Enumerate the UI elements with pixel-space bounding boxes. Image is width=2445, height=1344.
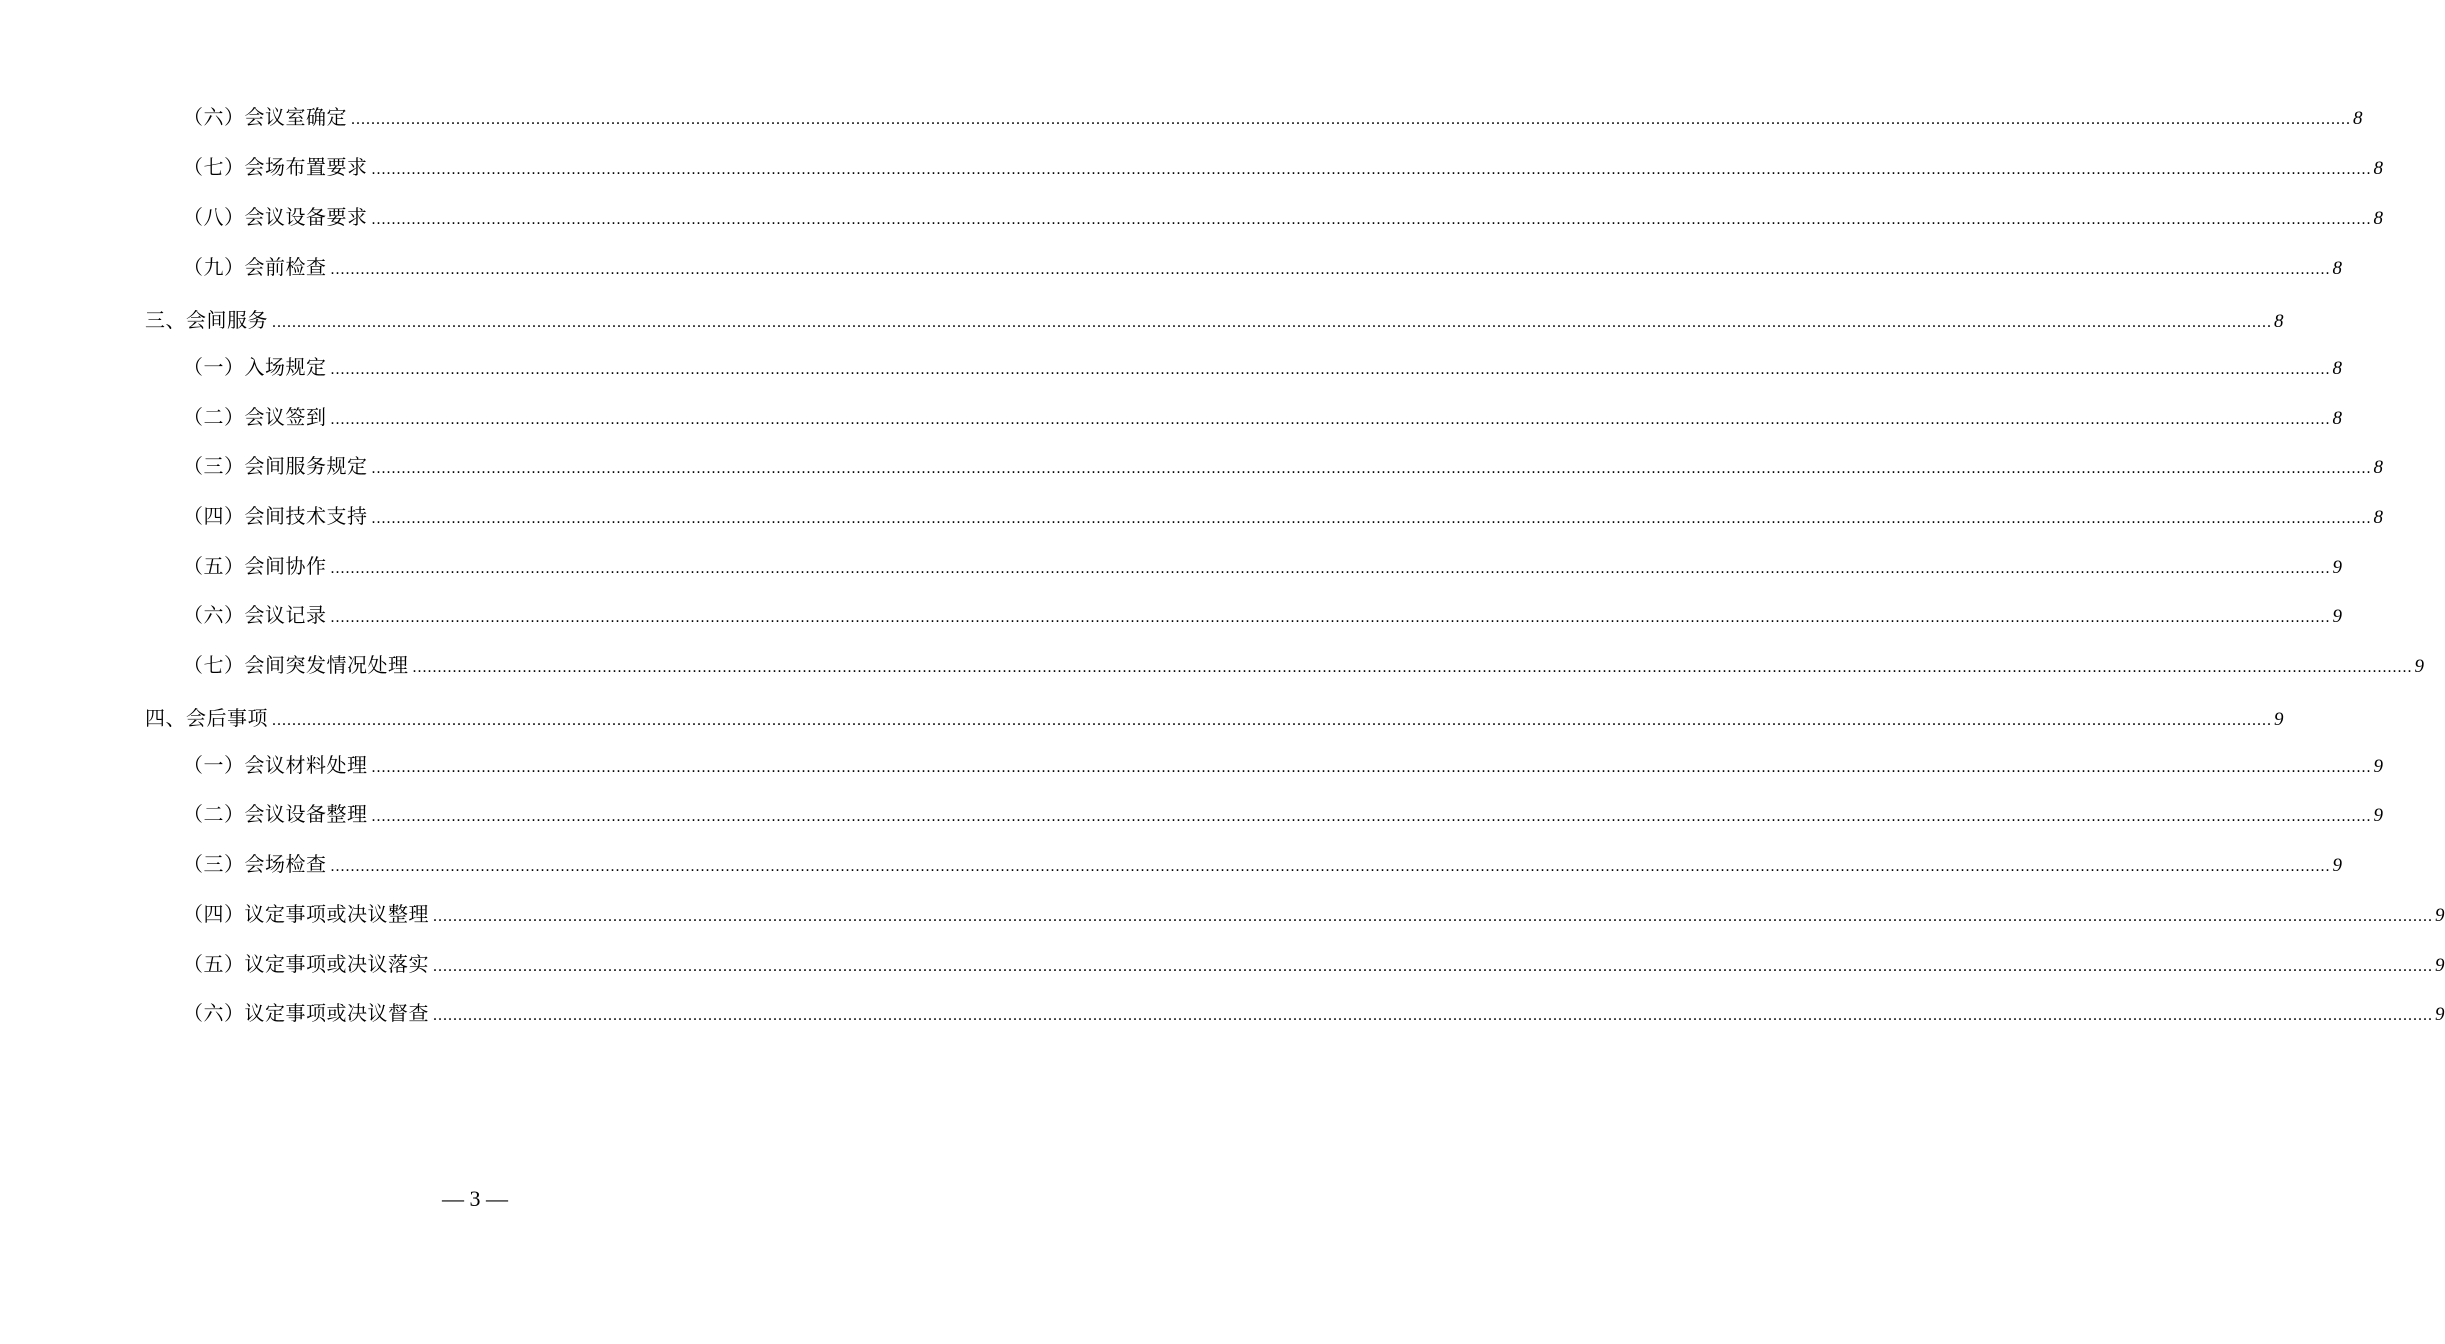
toc-entry-label: （三）会场检查	[183, 852, 327, 876]
toc-subsection-entry[interactable]	[183, 501, 2383, 531]
toc-leader-dots: ................................................................................................................................................................................................................................................................................................................................................................................................................	[330, 261, 2331, 278]
toc-subsection-entry[interactable]	[183, 600, 2342, 630]
toc-entry-label: （五）会间协作	[183, 554, 327, 578]
toc-entry-page: 8	[2353, 108, 2363, 129]
toc-leader-dots: ................................................................................................................................................................................................................................................................................................................................................................................................................	[371, 161, 2372, 178]
toc-leader-dots: ................................................................................................................................................................................................................................................................................................................................................................................................................	[371, 211, 2372, 228]
toc-entry-label: （一）会议材料处理	[183, 753, 368, 777]
toc-subsection-entry[interactable]	[183, 849, 2342, 879]
toc-leader-dots: ................................................................................................................................................................................................................................................................................................................................................................................................................	[272, 712, 2272, 729]
toc-entry-page: 8	[2373, 158, 2383, 179]
toc-entry-page: 8	[2373, 457, 2383, 478]
page-number: — 3 —	[442, 1186, 508, 1211]
toc-entry-label: （二）会议签到	[183, 405, 327, 429]
toc-subsection-entry[interactable]	[183, 352, 2342, 382]
toc-section-entry[interactable]	[145, 703, 2284, 733]
toc-subsection-entry[interactable]	[183, 899, 2445, 929]
toc-entry-page: 8	[2332, 358, 2342, 379]
toc-entry-page: 9	[2274, 709, 2284, 730]
toc-subsection-entry[interactable]	[183, 402, 2342, 432]
toc-entry-label: （九）会前检查	[183, 255, 327, 279]
toc-entry-page: 8	[2332, 408, 2342, 429]
toc-entry-page: 8	[2274, 311, 2284, 332]
toc-section-entry[interactable]	[145, 305, 2284, 335]
toc-entry-label: （七）会场布置要求	[183, 155, 368, 179]
toc-subsection-entry[interactable]	[183, 998, 2445, 1028]
toc-entry-page: 9	[2373, 805, 2383, 826]
toc-subsection-entry[interactable]	[183, 650, 2424, 680]
toc-subsection-entry[interactable]	[183, 451, 2383, 481]
toc-entry-label: （四）议定事项或决议整理	[183, 902, 429, 926]
toc-subsection-entry[interactable]	[183, 152, 2383, 182]
toc-leader-dots: ................................................................................................................................................................................................................................................................................................................................................................................................................	[330, 858, 2331, 875]
toc-entry-label: （六）会议记录	[183, 603, 327, 627]
toc-entry-label: 三、会间服务	[145, 308, 268, 332]
toc-leader-dots: ................................................................................................................................................................................................................................................................................................................................................................................................................	[433, 958, 2433, 975]
toc-entry-label: （八）会议设备要求	[183, 205, 368, 229]
toc-entry-page: 8	[2373, 208, 2383, 229]
toc-leader-dots: ................................................................................................................................................................................................................................................................................................................................................................................................................	[433, 908, 2433, 925]
toc-entry-page: 9	[2332, 855, 2342, 876]
toc-entry-page: 9	[2435, 1004, 2445, 1025]
toc-leader-dots: ................................................................................................................................................................................................................................................................................................................................................................................................................	[371, 510, 2372, 527]
toc-leader-dots: ................................................................................................................................................................................................................................................................................................................................................................................................................	[433, 1007, 2433, 1024]
toc-subsection-entry[interactable]	[183, 799, 2383, 829]
toc-leader-dots: ................................................................................................................................................................................................................................................................................................................................................................................................................	[330, 411, 2331, 428]
toc-entry-label: （七）会间突发情况处理	[183, 653, 409, 677]
toc-leader-dots: ................................................................................................................................................................................................................................................................................................................................................................................................................	[371, 759, 2372, 776]
toc-leader-dots: ................................................................................................................................................................................................................................................................................................................................................................................................................	[330, 361, 2331, 378]
toc-subsection-entry[interactable]	[183, 949, 2445, 979]
toc-entry-label: （五）议定事项或决议落实	[183, 952, 429, 976]
toc-entry-page: 9	[2435, 905, 2445, 926]
toc-leader-dots: ................................................................................................................................................................................................................................................................................................................................................................................................................	[330, 609, 2331, 626]
toc-entry-page: 9	[2373, 756, 2383, 777]
toc-subsection-entry[interactable]	[183, 252, 2342, 282]
toc-leader-dots: ................................................................................................................................................................................................................................................................................................................................................................................................................	[371, 808, 2372, 825]
toc-entry-label: （三）会间服务规定	[183, 454, 368, 478]
toc-entry-page: 8	[2332, 258, 2342, 279]
toc-entry-page: 9	[2414, 656, 2424, 677]
toc-entry-page: 9	[2332, 557, 2342, 578]
toc-entry-label: 四、会后事项	[145, 706, 268, 730]
toc-leader-dots: ................................................................................................................................................................................................................................................................................................................................................................................................................	[330, 560, 2331, 577]
toc-entry-label: （一）入场规定	[183, 355, 327, 379]
toc-subsection-entry[interactable]	[183, 202, 2383, 232]
toc-leader-dots: ................................................................................................................................................................................................................................................................................................................................................................................................................	[371, 460, 2372, 477]
toc-subsection-entry[interactable]	[183, 551, 2342, 581]
toc-leader-dots: ................................................................................................................................................................................................................................................................................................................................................................................................................	[351, 111, 2351, 128]
toc-leader-dots: ................................................................................................................................................................................................................................................................................................................................................................................................................	[272, 314, 2272, 331]
toc-entry-page: 8	[2373, 507, 2383, 528]
toc-entry-page: 9	[2332, 606, 2342, 627]
toc-leader-dots: ................................................................................................................................................................................................................................................................................................................................................................................................................	[412, 659, 2413, 676]
toc-entry-label: （六）会议室确定	[183, 105, 347, 129]
toc-entry-label: （四）会间技术支持	[183, 504, 368, 528]
toc-subsection-entry[interactable]	[183, 750, 2383, 780]
toc-subsection-entry[interactable]	[183, 102, 2363, 132]
toc-entry-page: 9	[2435, 955, 2445, 976]
toc-entry-label: （六）议定事项或决议督查	[183, 1001, 429, 1025]
toc-entry-label: （二）会议设备整理	[183, 802, 368, 826]
